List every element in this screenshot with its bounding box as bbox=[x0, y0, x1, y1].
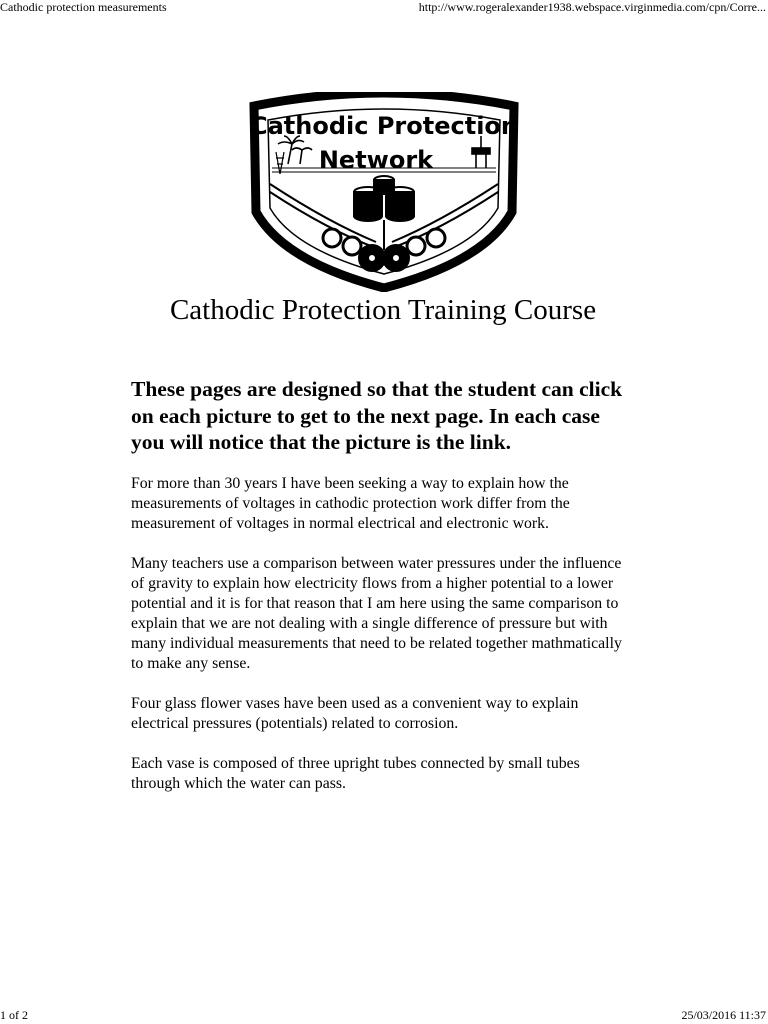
paragraph: Many teachers use a comparison between water pressures under the influence of gravity to explain how electricity flows from a higher potential to a lower potential and it is for that reason that I am here using the same comparison to explain that we are not dealing with a single difference of pressure but with many individual measurements that need to be related together mathmatically to make any sense. bbox=[131, 554, 622, 672]
page-number: 1 of 2 bbox=[0, 1008, 28, 1022]
paragraph: For more than 30 years I have been seeking a way to explain how the measurements of voltages in cathodic protection work differ from the measurement of voltages in normal electrical and electronic work. bbox=[131, 474, 570, 532]
page-content bbox=[131, 376, 631, 814]
page-header-url: http://www.rogeralexander1938.webspace.virginmedia.com/cpn/Corre... bbox=[418, 0, 766, 14]
paragraph: Each vase is composed of three upright tubes connected by small tubes through which the water can pass. bbox=[131, 754, 580, 792]
paragraph: Four glass flower vases have been used as a convenient way to explain electrical pressures (potentials) related to corrosion. bbox=[131, 694, 579, 732]
cathodic-protection-network-logo[interactable] bbox=[248, 92, 520, 292]
logo-line2: Network bbox=[318, 146, 434, 174]
course-title: Cathodic Protection Training Course bbox=[169, 294, 597, 326]
print-datetime: 25/03/2016 11:37 bbox=[681, 1008, 766, 1022]
intro-text: These pages are designed so that the student can click on each picture to get to the next page. In each case you will notice that the picture is the link. bbox=[131, 377, 623, 454]
page-header-title: Cathodic protection measurements bbox=[0, 0, 167, 14]
logo-line1: Cathodic Protection bbox=[249, 112, 519, 140]
